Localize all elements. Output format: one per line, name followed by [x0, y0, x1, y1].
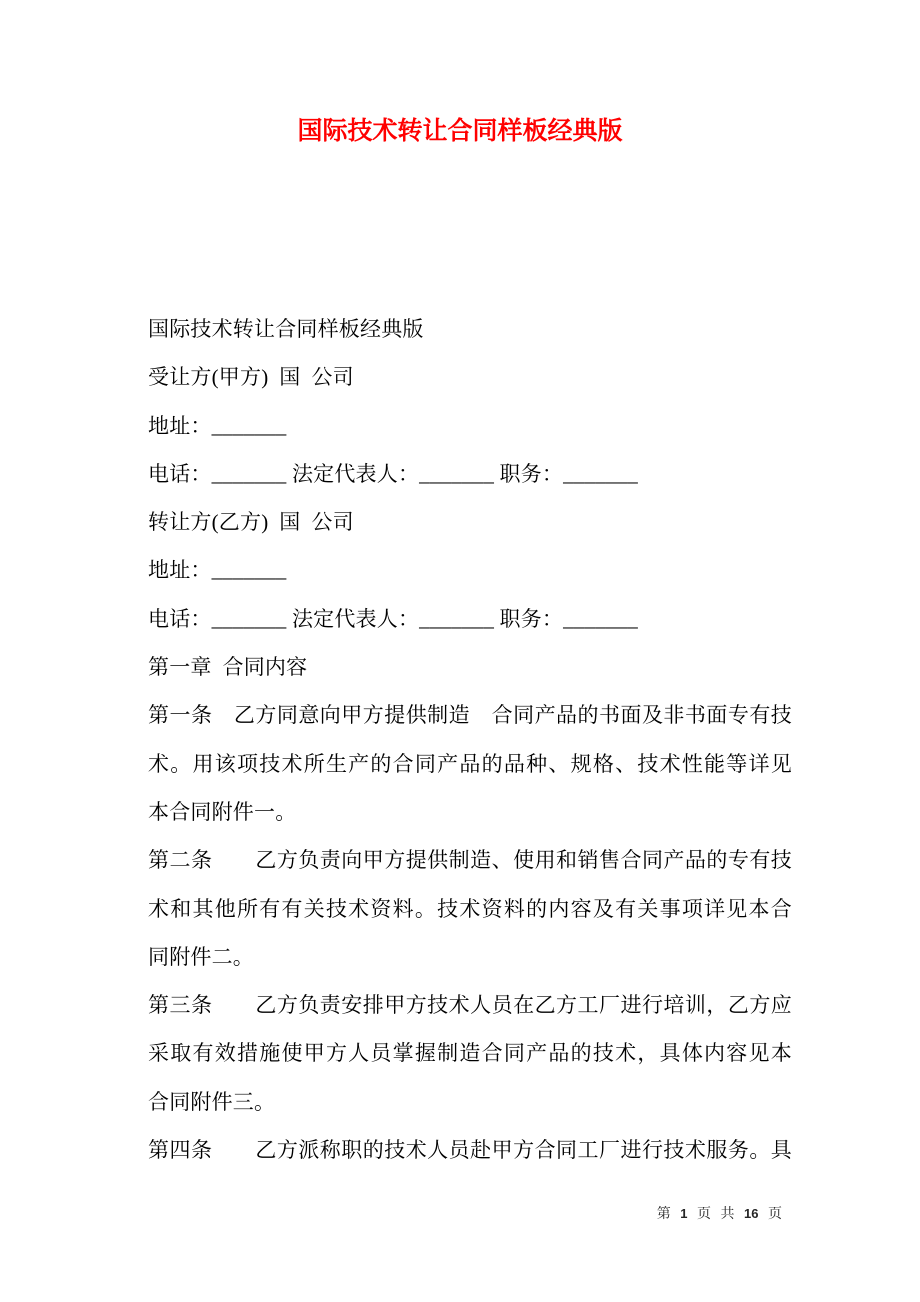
document-line: 第三条 乙方负责安排甲方技术人员在乙方工厂进行培训，乙方应: [148, 993, 792, 1018]
page-footer: [657, 1205, 782, 1224]
document-line: 采取有效措施使甲方人员掌握制造合同产品的技术，具体内容见本: [148, 1041, 792, 1066]
document-line: 国际技术转让合同样板经典版: [148, 317, 424, 341]
document-line: 电话：_______ 法定代表人：_______ 职务：_______: [148, 461, 638, 486]
document-line: 地址：_______: [148, 413, 287, 438]
document-line: 电话：_______ 法定代表人：_______ 职务：_______: [148, 606, 638, 631]
document-line: 本合同附件一。: [148, 799, 297, 824]
document-line: 术。用该项技术所生产的合同产品的品种、规格、技术性能等详见: [148, 751, 792, 776]
footer-current-page: 1: [680, 1206, 688, 1221]
footer-page-prefix: 第: [656, 1207, 671, 1222]
document-line: 转让方(乙方) 国 公司: [148, 510, 354, 535]
document-line: 第四条 乙方派称职的技术人员赴甲方合同工厂进行技术服务。具: [148, 1138, 792, 1163]
document-line: 第一章 合同内容: [148, 655, 308, 680]
document-line: 受让方(甲方) 国 公司: [148, 365, 354, 390]
document-line: 同附件二。: [148, 944, 254, 969]
document-line: 第一条 乙方同意向甲方提供制造 合同产品的书面及非书面专有技: [148, 703, 792, 728]
document-line: 术和其他所有有关技术资料。技术资料的内容及有关事项详见本合: [148, 896, 792, 921]
footer-total-unit: 页: [768, 1207, 782, 1222]
footer-total-pages: 16: [744, 1206, 759, 1221]
document-line: 合同附件三。: [148, 1089, 276, 1114]
footer-page-unit: 页: [697, 1207, 712, 1222]
document-body: [148, 305, 792, 1174]
document-line: 第二条 乙方负责向甲方提供制造、使用和销售合同产品的专有技: [148, 848, 792, 873]
document-line: 地址：_______: [148, 558, 287, 583]
footer-total-label: 共: [720, 1207, 735, 1222]
document-title: 国际技术转让合同样板经典版: [297, 118, 623, 145]
